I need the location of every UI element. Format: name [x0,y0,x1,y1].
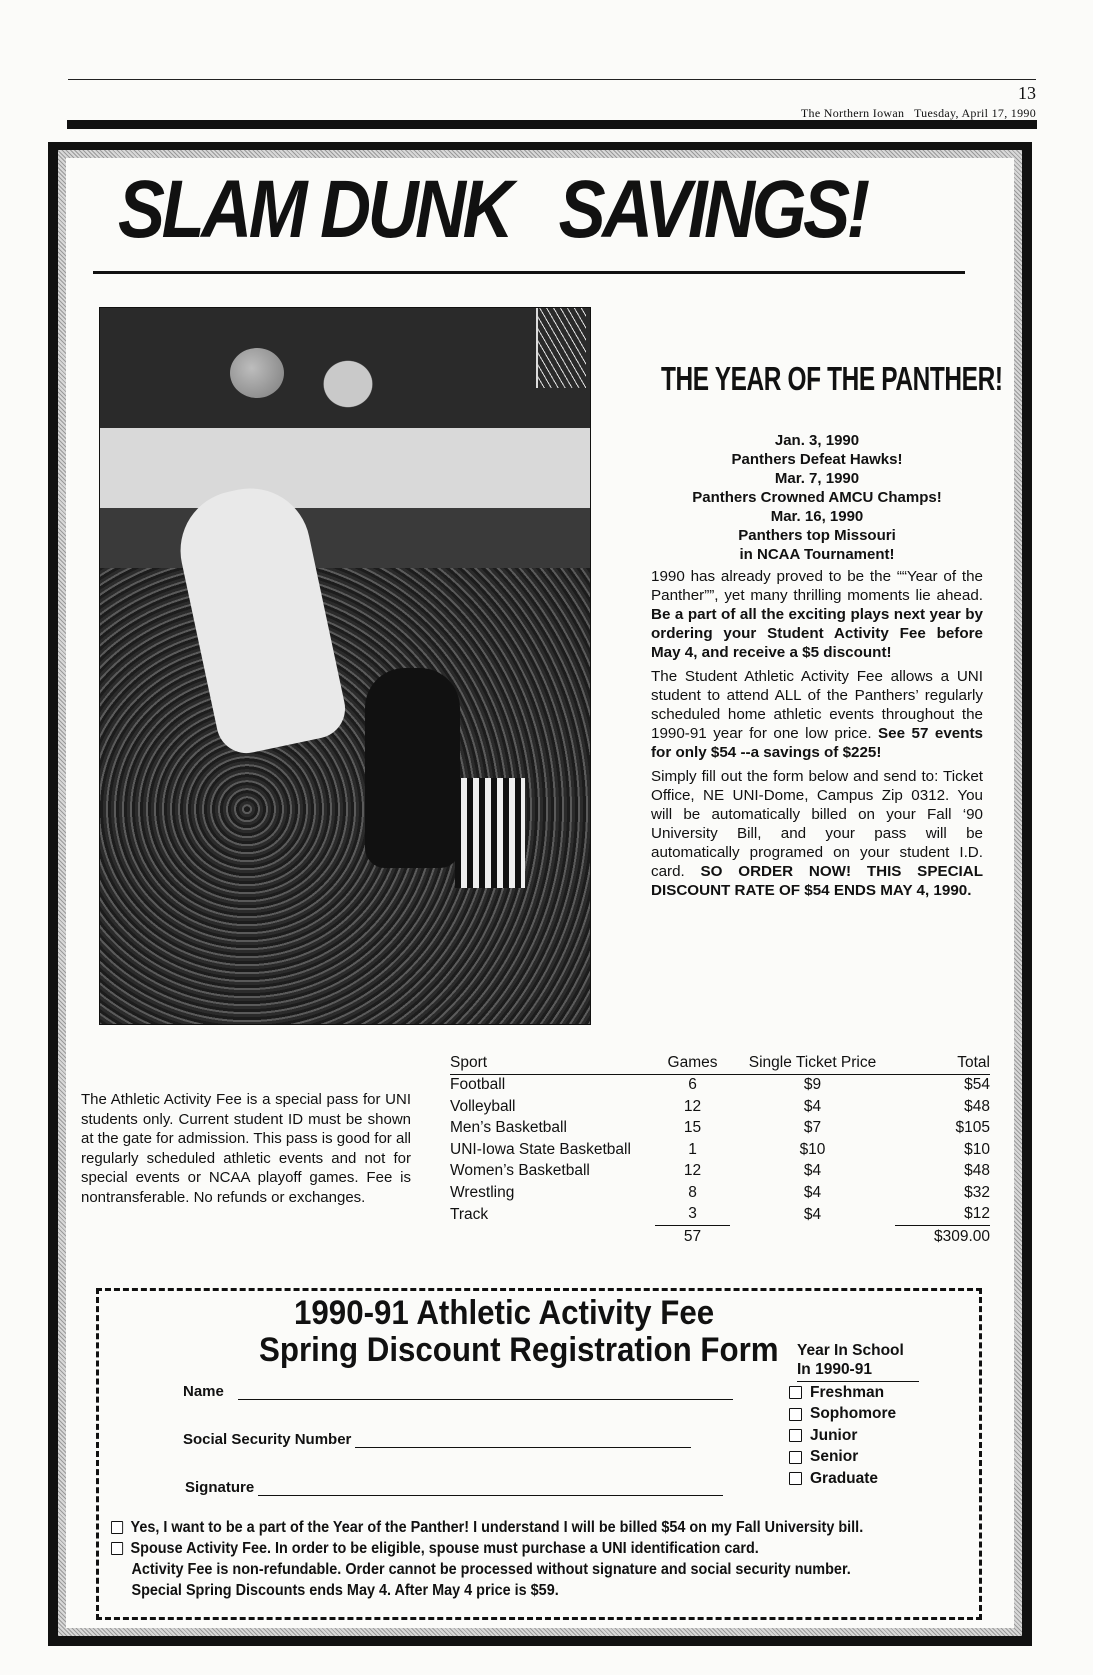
option-graduate[interactable] [789,1468,919,1490]
highlight-date: Mar. 16, 1990 [770,508,864,525]
para-emphasis: Be a part of all the exciting plays next year by ordering your Student Activity Fee before May 4, and receive a $5 discount! [651,606,983,661]
option-label: Senior [810,1448,859,1466]
table-row [450,1182,990,1204]
basketball-photo [99,307,591,1025]
checkbox-icon[interactable] [111,1521,123,1534]
issue-date: Tuesday, April 17, 1990 [913,106,1036,120]
dunking-player-graphic [169,477,350,758]
table-row [450,1204,990,1226]
deadline-text: Special Spring Discounts ends May 4. After May 4 price is $59. [131,1582,559,1599]
defender-graphic [365,668,460,868]
cell-games: 12 [683,1097,702,1115]
option-sophomore[interactable] [789,1404,919,1426]
paragraph-fee-description [651,667,983,762]
top-rule [68,79,1036,80]
cell-sport: Volleyball [450,1097,516,1115]
table-row [450,1074,990,1096]
ssn-label: Social Security Number [183,1431,352,1448]
signature-input[interactable] [258,1481,723,1496]
cell-sport: Men’s Basketball [450,1119,567,1137]
checkbox-icon[interactable] [789,1472,802,1485]
cell-games: 3 [655,1204,730,1226]
checkbox-icon[interactable] [789,1408,802,1421]
cell-total: $10 [964,1140,990,1158]
subheadline: THE YEAR OF THE PANTHER! [661,360,1003,397]
checkbox-icon[interactable] [111,1542,123,1555]
option-freshman[interactable] [789,1382,919,1404]
cell-empty [730,1226,895,1248]
cell-total: $54 [964,1076,990,1094]
ad-headline: SLAM DUNK SAVINGS! [118,164,867,255]
option-label: Junior [810,1426,858,1444]
option-junior[interactable] [789,1425,919,1447]
cell-price: $4 [803,1097,822,1115]
col-sport: Sport [450,1052,655,1074]
cell-games: 6 [688,1076,697,1094]
cell-games: 8 [688,1183,697,1201]
year-in-school-group [789,1341,919,1490]
highlight-date: Mar. 7, 1990 [774,470,860,487]
highlight-text: in NCAA Tournament! [739,546,895,563]
registration-form [96,1288,982,1620]
headline-underline [93,271,965,274]
total-games: 57 [683,1227,702,1245]
checkbox-icon[interactable] [789,1451,802,1464]
season-highlights [651,431,983,564]
yes-option[interactable] [111,1517,911,1538]
cell-sport: Women’s Basketball [450,1162,590,1180]
para-text: Simply fill out the form below and send to: Ticket Office, NE UNI-Dome, Campus Zip 0312. You will be automatically billed on your Fall ‘90 University Bill, and your pass will be automatically programed on your student I.D. card. [651,768,983,880]
hoop-net-graphic [536,308,586,388]
publication-name: The Northern Iowan [800,106,905,120]
disclaimer-text: Activity Fee is non-refundable. Order cannot be processed without signature and social security number. [131,1561,851,1578]
highlight-text: Panthers Defeat Hawks! [731,451,903,468]
cell-total: $105 [955,1119,990,1137]
year-heading-line2: In 1990-91 [797,1361,872,1378]
fee-terms-note: The Athletic Activity Fee is a special pass for UNI students only. Current student ID must be shown at the gate for admission. This pass is good for all regularly scheduled athletic events and not for special events or NCAA playoff games. Fee is nontransferable. No refunds or exchanges. [81,1091,411,1206]
masthead [801,106,1036,121]
cell-sport: Wrestling [450,1183,515,1201]
cell-total: $48 [964,1097,990,1115]
col-games: Games [655,1052,730,1074]
cell-total: $48 [964,1162,990,1180]
col-total: Total [895,1052,990,1074]
yes-option-label: Yes, I want to be a part of the Year of the Panther! I understand I will be billed $54 on my Fall University bill. [130,1519,864,1536]
checkbox-icon[interactable] [789,1386,802,1399]
name-label: Name [183,1383,224,1400]
cell-total: $32 [964,1183,990,1201]
option-label: Freshman [810,1383,885,1401]
year-heading-line1: Year In School [797,1342,904,1359]
cell-sport: Football [450,1076,506,1094]
table-row [450,1118,990,1140]
cell-empty [450,1226,655,1248]
cell-total: $12 [895,1204,990,1226]
table-total-row [450,1226,990,1248]
signature-label: Signature [185,1479,255,1496]
col-price: Single Ticket Price [730,1052,895,1074]
cell-price: $10 [799,1140,826,1158]
paragraph-instructions [651,767,983,900]
basketball-graphic [230,348,284,398]
table-header-row [450,1052,990,1074]
spouse-option[interactable] [111,1538,911,1559]
option-label: Graduate [810,1469,879,1487]
para-text: 1990 has already proved to be the ““Year of the Panther””, yet many thrilling moments lie ahead. [651,568,983,604]
signature-field [185,1479,723,1496]
cell-price: $7 [803,1119,822,1137]
form-fine-print [111,1517,911,1601]
form-title-line2: Spring Discount Registration Form [259,1331,779,1369]
name-input[interactable] [238,1385,733,1400]
highlight-text: Panthers Crowned AMCU Champs! [692,489,942,506]
total-amount: $309.00 [933,1227,990,1245]
highlight-text: Panthers top Missouri [738,527,896,544]
cell-sport: UNI-Iowa State Basketball [450,1140,631,1158]
ad-copy-column [651,360,1003,900]
cell-price: $9 [803,1076,822,1094]
page-number: 13 [1018,83,1036,103]
para-emphasis: SO ORDER NOW! THIS SPECIAL DISCOUNT RATE OF $54 ENDS MAY 4, 1990. [651,863,984,899]
option-label: Sophomore [810,1405,897,1423]
ssn-field [183,1431,691,1448]
form-title-line1: 1990-91 Athletic Activity Fee [294,1294,715,1332]
price-table [450,1052,990,1248]
cell-sport: Track [450,1205,489,1223]
masthead-bar [67,120,1037,129]
referee-graphic [455,778,525,888]
cell-price: $4 [803,1183,822,1201]
paragraph-intro [651,567,983,662]
cell-games: 1 [688,1140,697,1158]
table-row [450,1096,990,1118]
cell-games: 12 [683,1162,702,1180]
spouse-option-label: Spouse Activity Fee. In order to be eligible, spouse must purchase a UNI identification card. [130,1540,759,1557]
option-senior[interactable] [789,1447,919,1469]
para-text: The Student Athletic Activity Fee allows a UNI student to attend ALL of the Panthers’ regularly scheduled home athletic events throughout the 1990-91 year for one low price. [651,668,983,742]
name-field [183,1383,733,1400]
cell-price: $4 [803,1162,822,1180]
table-row [450,1139,990,1161]
cell-games: 15 [683,1119,702,1137]
table-row [450,1161,990,1183]
para-emphasis: See 57 events for only $54 --a savings of $225! [651,725,983,761]
year-heading [797,1341,919,1382]
checkbox-icon[interactable] [789,1429,802,1442]
highlight-date: Jan. 3, 1990 [774,432,860,449]
ssn-input[interactable] [355,1433,691,1448]
cell-price: $4 [803,1205,822,1223]
